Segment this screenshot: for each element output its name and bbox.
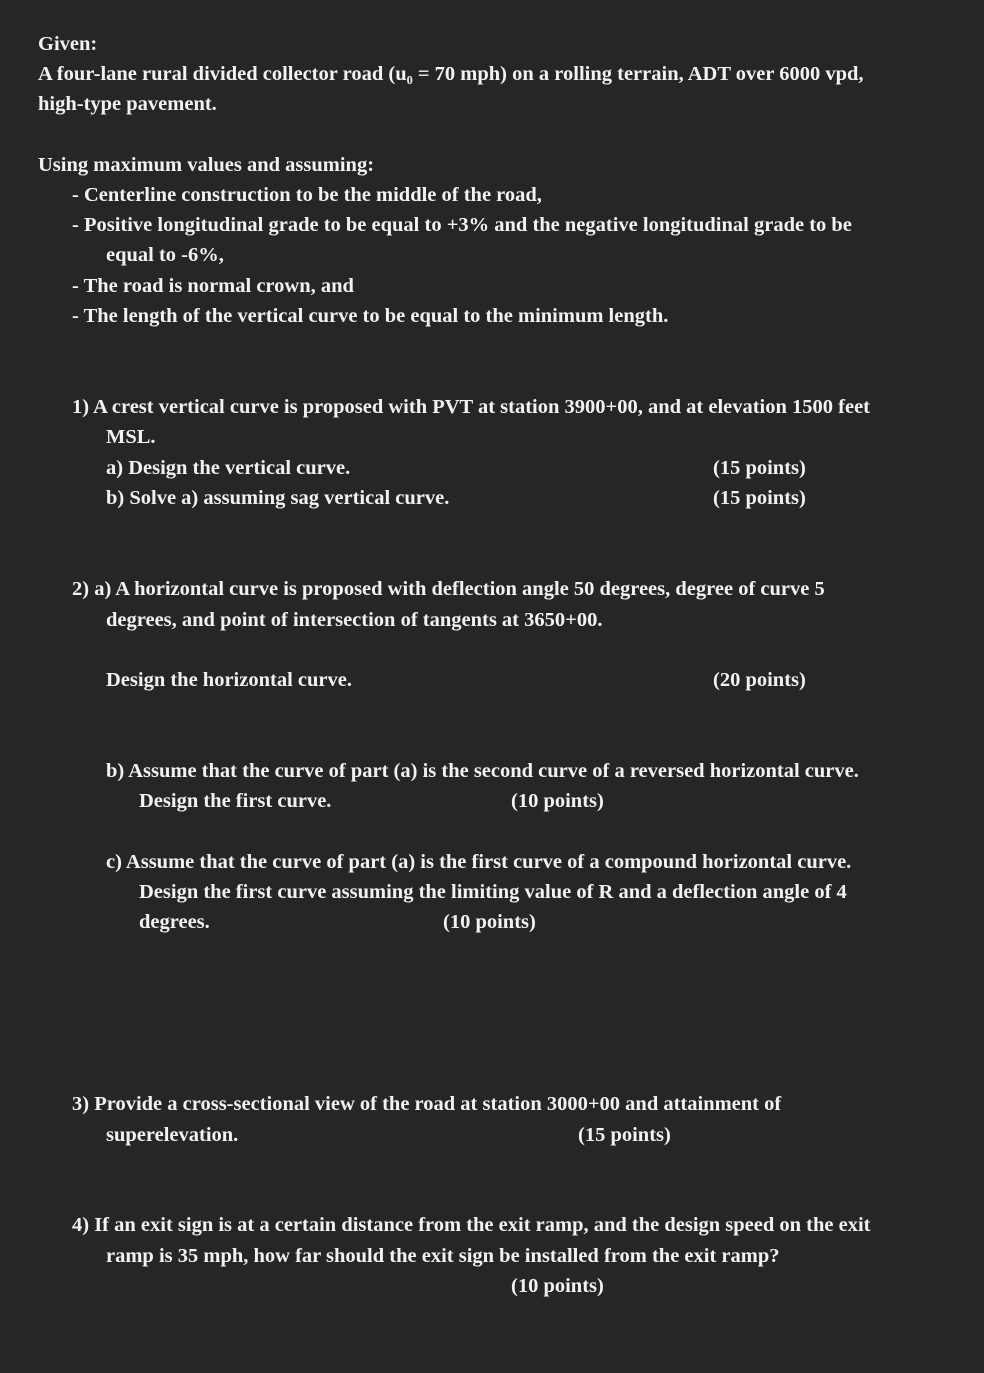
given-heading: Given: — [38, 33, 98, 55]
q3-statement: 3) Provide a cross-sectional view of the road at station 3000+00 and attainment of — [72, 1093, 782, 1115]
assumptions-heading: Using maximum values and assuming: — [38, 154, 375, 176]
q2b-statement-continued: Design the first curve. — [139, 790, 332, 812]
assumption-item: - Positive longitudinal grade to be equal to +3% and the negative longitudinal grade to be — [72, 214, 852, 236]
q2c-statement: c) Assume that the curve of part (a) is the first curve of a compound horizontal curve. — [106, 851, 852, 873]
assumption-item: - Centerline construction to be the middle of the road, — [72, 184, 542, 206]
q2a-points: (20 points) — [713, 669, 806, 691]
q1b-points: (15 points) — [713, 487, 806, 509]
assumption-item: - The road is normal crown, and — [72, 275, 354, 297]
q1a-text: a) Design the vertical curve. — [106, 457, 351, 479]
assumption-item: - The length of the vertical curve to be equal to the minimum length. — [72, 305, 669, 327]
given-line-1: A four-lane rural divided collector road (u₀ = 70 mph) on a rolling terrain, ADT over 6000 vpd, — [38, 63, 864, 85]
q2c-points: (10 points) — [443, 911, 536, 933]
q3-statement-continued: superelevation. — [106, 1124, 239, 1146]
q3-points: (15 points) — [578, 1124, 671, 1146]
q4-points: (10 points) — [511, 1275, 604, 1297]
q4-statement: 4) If an exit sign is at a certain distance from the exit ramp, and the design speed on the exit — [72, 1214, 871, 1236]
q1-statement: 1) A crest vertical curve is proposed with PVT at station 3900+00, and at elevation 1500 feet — [72, 396, 871, 418]
q4-statement-continued: ramp is 35 mph, how far should the exit sign be installed from the exit ramp? — [106, 1245, 780, 1267]
q2b-statement: b) Assume that the curve of part (a) is the second curve of a reversed horizontal curve. — [106, 760, 859, 782]
q2b-points: (10 points) — [511, 790, 604, 812]
q2a-statement: 2) a) A horizontal curve is proposed with deflection angle 50 degrees, degree of curve 5 — [72, 578, 825, 600]
q2c-statement-continued: degrees. — [139, 911, 210, 933]
q1b-text: b) Solve a) assuming sag vertical curve. — [106, 487, 450, 509]
assumption-item-continued: equal to -6%, — [106, 244, 224, 266]
q2a-design-text: Design the horizontal curve. — [106, 669, 352, 691]
q1a-points: (15 points) — [713, 457, 806, 479]
q1-statement-continued: MSL. — [106, 426, 156, 448]
given-line-2: high-type pavement. — [38, 93, 217, 115]
q2c-statement-continued: Design the first curve assuming the limiting value of R and a deflection angle of 4 — [139, 881, 847, 903]
q2a-statement-continued: degrees, and point of intersection of tangents at 3650+00. — [106, 609, 603, 631]
